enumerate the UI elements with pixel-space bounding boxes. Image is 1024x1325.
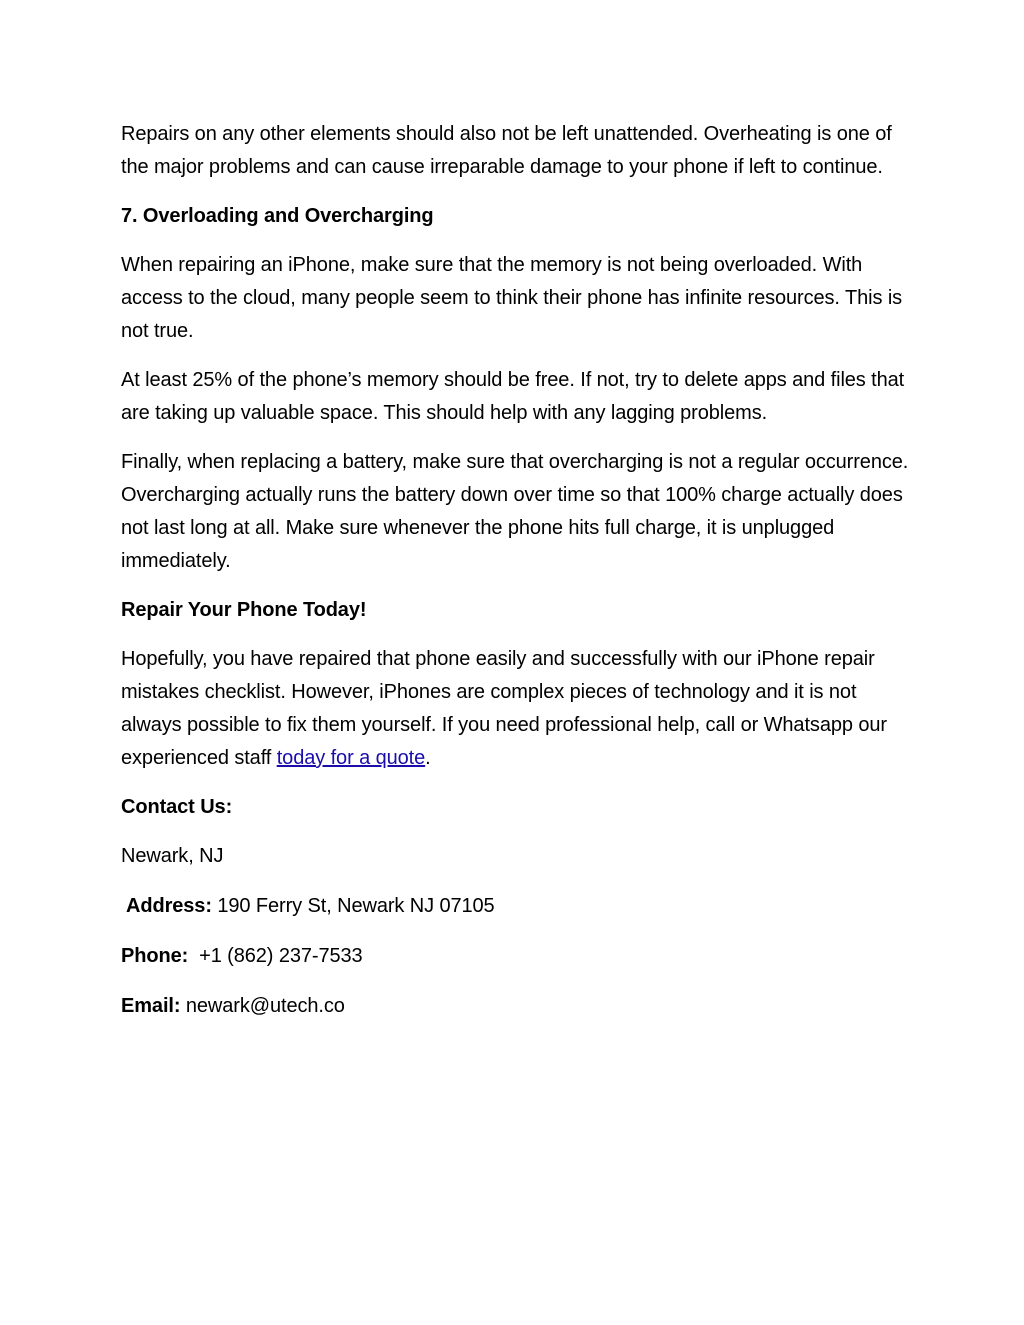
paragraph-hopefully <box>121 643 911 775</box>
contact-email <box>121 990 911 1023</box>
paragraph-hopefully-end: . <box>425 747 431 769</box>
document-page <box>121 118 911 1040</box>
paragraph-repairs: Repairs on any other elements should also not be left unattended. Overheating is one of the major problems and can cause irreparable damage to your phone if left to continue. <box>121 123 892 178</box>
contact-phone <box>121 940 911 973</box>
heading-repair-today: Repair Your Phone Today! <box>121 599 367 621</box>
address-value: 190 Ferry St, Newark NJ 07105 <box>217 895 495 917</box>
address-label: Address: <box>126 895 212 917</box>
heading-overloading: 7. Overloading and Overcharging <box>121 205 434 227</box>
paragraph-battery: Finally, when replacing a battery, make sure that overcharging is not a regular occurrence. Overcharging actually runs the battery down over time so that 100% charge actually does not last long at all. Make sure whenever the phone hits full charge, it is unplugged immediately. <box>121 451 909 572</box>
paragraph-hopefully-text: Hopefully, you have repaired that phone easily and successfully with our iPhone repair mistakes checklist. However, iPhones are complex pieces of technology and it is not always possible to fix them yourself. If you need professional help, call or Whatsapp our experienced staff <box>121 648 887 769</box>
quote-link[interactable]: today for a quote <box>276 747 426 769</box>
contact-heading: Contact Us: <box>121 796 233 818</box>
email-label: Email: <box>121 995 181 1017</box>
phone-value: +1 (862) 237-7533 <box>199 945 363 967</box>
paragraph-free-memory: At least 25% of the phone’s memory should be free. If not, try to delete apps and files that are taking up valuable space. This should help with any lagging problems. <box>121 369 905 424</box>
phone-label: Phone: <box>121 945 189 967</box>
paragraph-memory: When repairing an iPhone, make sure that the memory is not being overloaded. With access to the cloud, many people seem to think their phone has infinite resources. This is not true. <box>121 254 903 342</box>
contact-location: Newark, NJ <box>121 845 224 867</box>
contact-address <box>121 890 911 923</box>
email-value: newark@utech.co <box>185 995 345 1017</box>
